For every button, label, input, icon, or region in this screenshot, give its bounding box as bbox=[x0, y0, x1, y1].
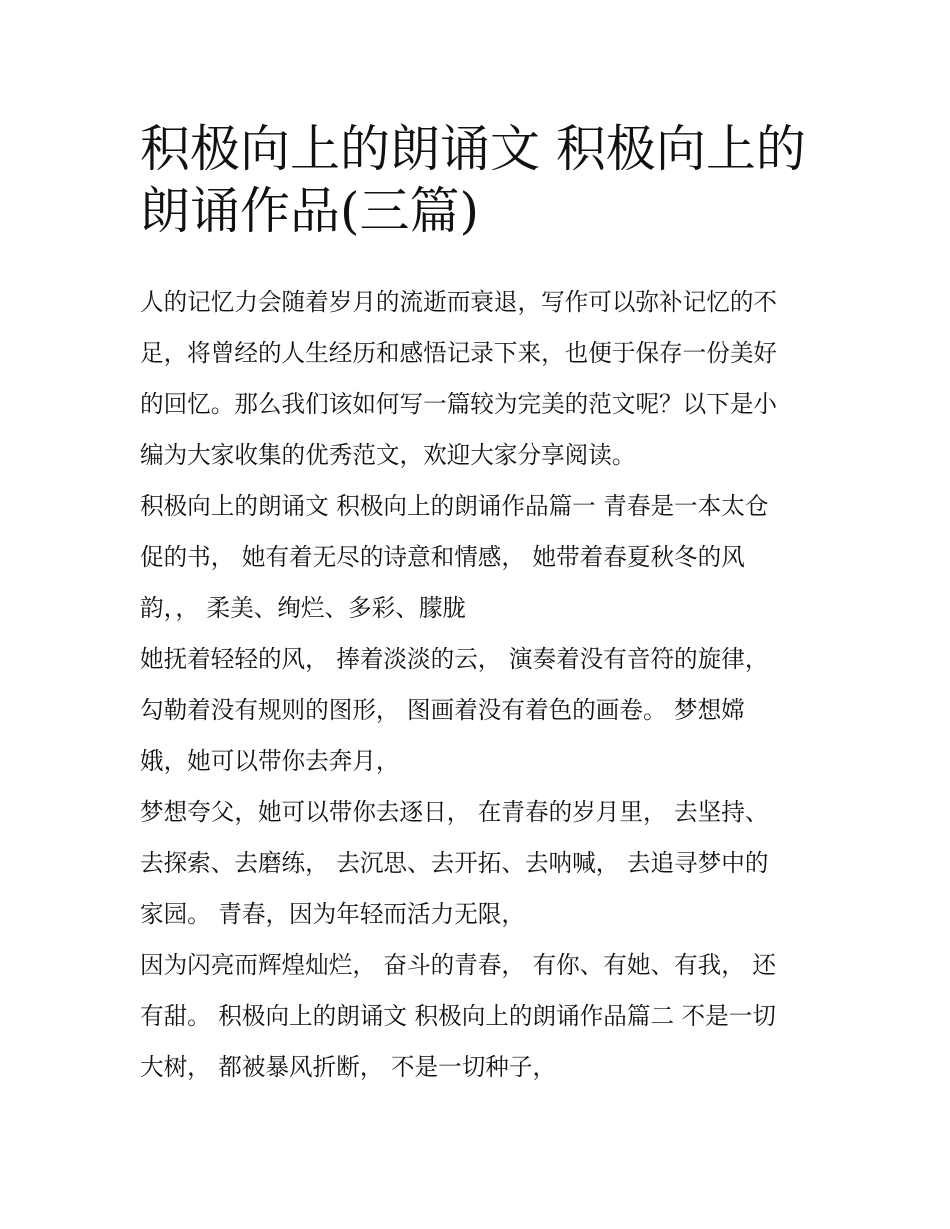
body-line: 大树， 都被暴风折断， 不是一切种子， bbox=[140, 1053, 557, 1081]
body-line: 促的书， 她有着无尽的诗意和情感， 她带着春夏秋冬的风 bbox=[140, 543, 745, 571]
body-line: 人的记忆力会随着岁月的流逝而衰退，写作可以弥补记忆的不 bbox=[140, 288, 778, 316]
body-line: 编为大家收集的优秀范文，欢迎大家分享阅读。 bbox=[140, 441, 636, 469]
body-line: 韵，， 柔美、绚烂、多彩、朦胧 bbox=[140, 594, 467, 622]
body-line: 家园。 青春，因为年轻而活力无限， bbox=[140, 900, 525, 928]
body-line: 的回忆。那么我们该如何写一篇较为完美的范文呢？以下是小 bbox=[140, 390, 778, 418]
body-line: 积极向上的朗诵文 积极向上的朗诵作品篇一 青春是一本太仓 bbox=[140, 492, 769, 520]
document-title bbox=[140, 118, 820, 242]
body-line: 有甜。 积极向上的朗诵文 积极向上的朗诵作品篇二 不是一切 bbox=[140, 1002, 776, 1030]
title-line: 朗诵作品(三篇) bbox=[140, 182, 480, 240]
body-line: 去探索、去磨练， 去沉思、去开拓、去呐喊， 去追寻梦中的 bbox=[140, 849, 769, 877]
document-body bbox=[140, 282, 820, 1098]
body-line: 她抚着轻轻的风， 捧着淡淡的云， 演奏着没有音符的旋律， bbox=[140, 645, 769, 673]
body-line: 勾勒着没有规则的图形， 图画着没有着色的画卷。 梦想嫦 bbox=[140, 696, 745, 724]
body-line: 足，将曾经的人生经历和感悟记录下来，也便于保存一份美好 bbox=[140, 339, 778, 367]
body-line: 因为闪亮而辉煌灿烂， 奋斗的青春， 有你、有她、有我， 还 bbox=[140, 951, 776, 979]
title-line: 积极向上的朗诵文 积极向上的 bbox=[140, 120, 806, 178]
body-line: 娥，她可以带你去奔月， bbox=[140, 747, 400, 775]
body-line: 梦想夸父，她可以带你去逐日， 在青春的岁月里， 去坚持、 bbox=[140, 798, 769, 826]
